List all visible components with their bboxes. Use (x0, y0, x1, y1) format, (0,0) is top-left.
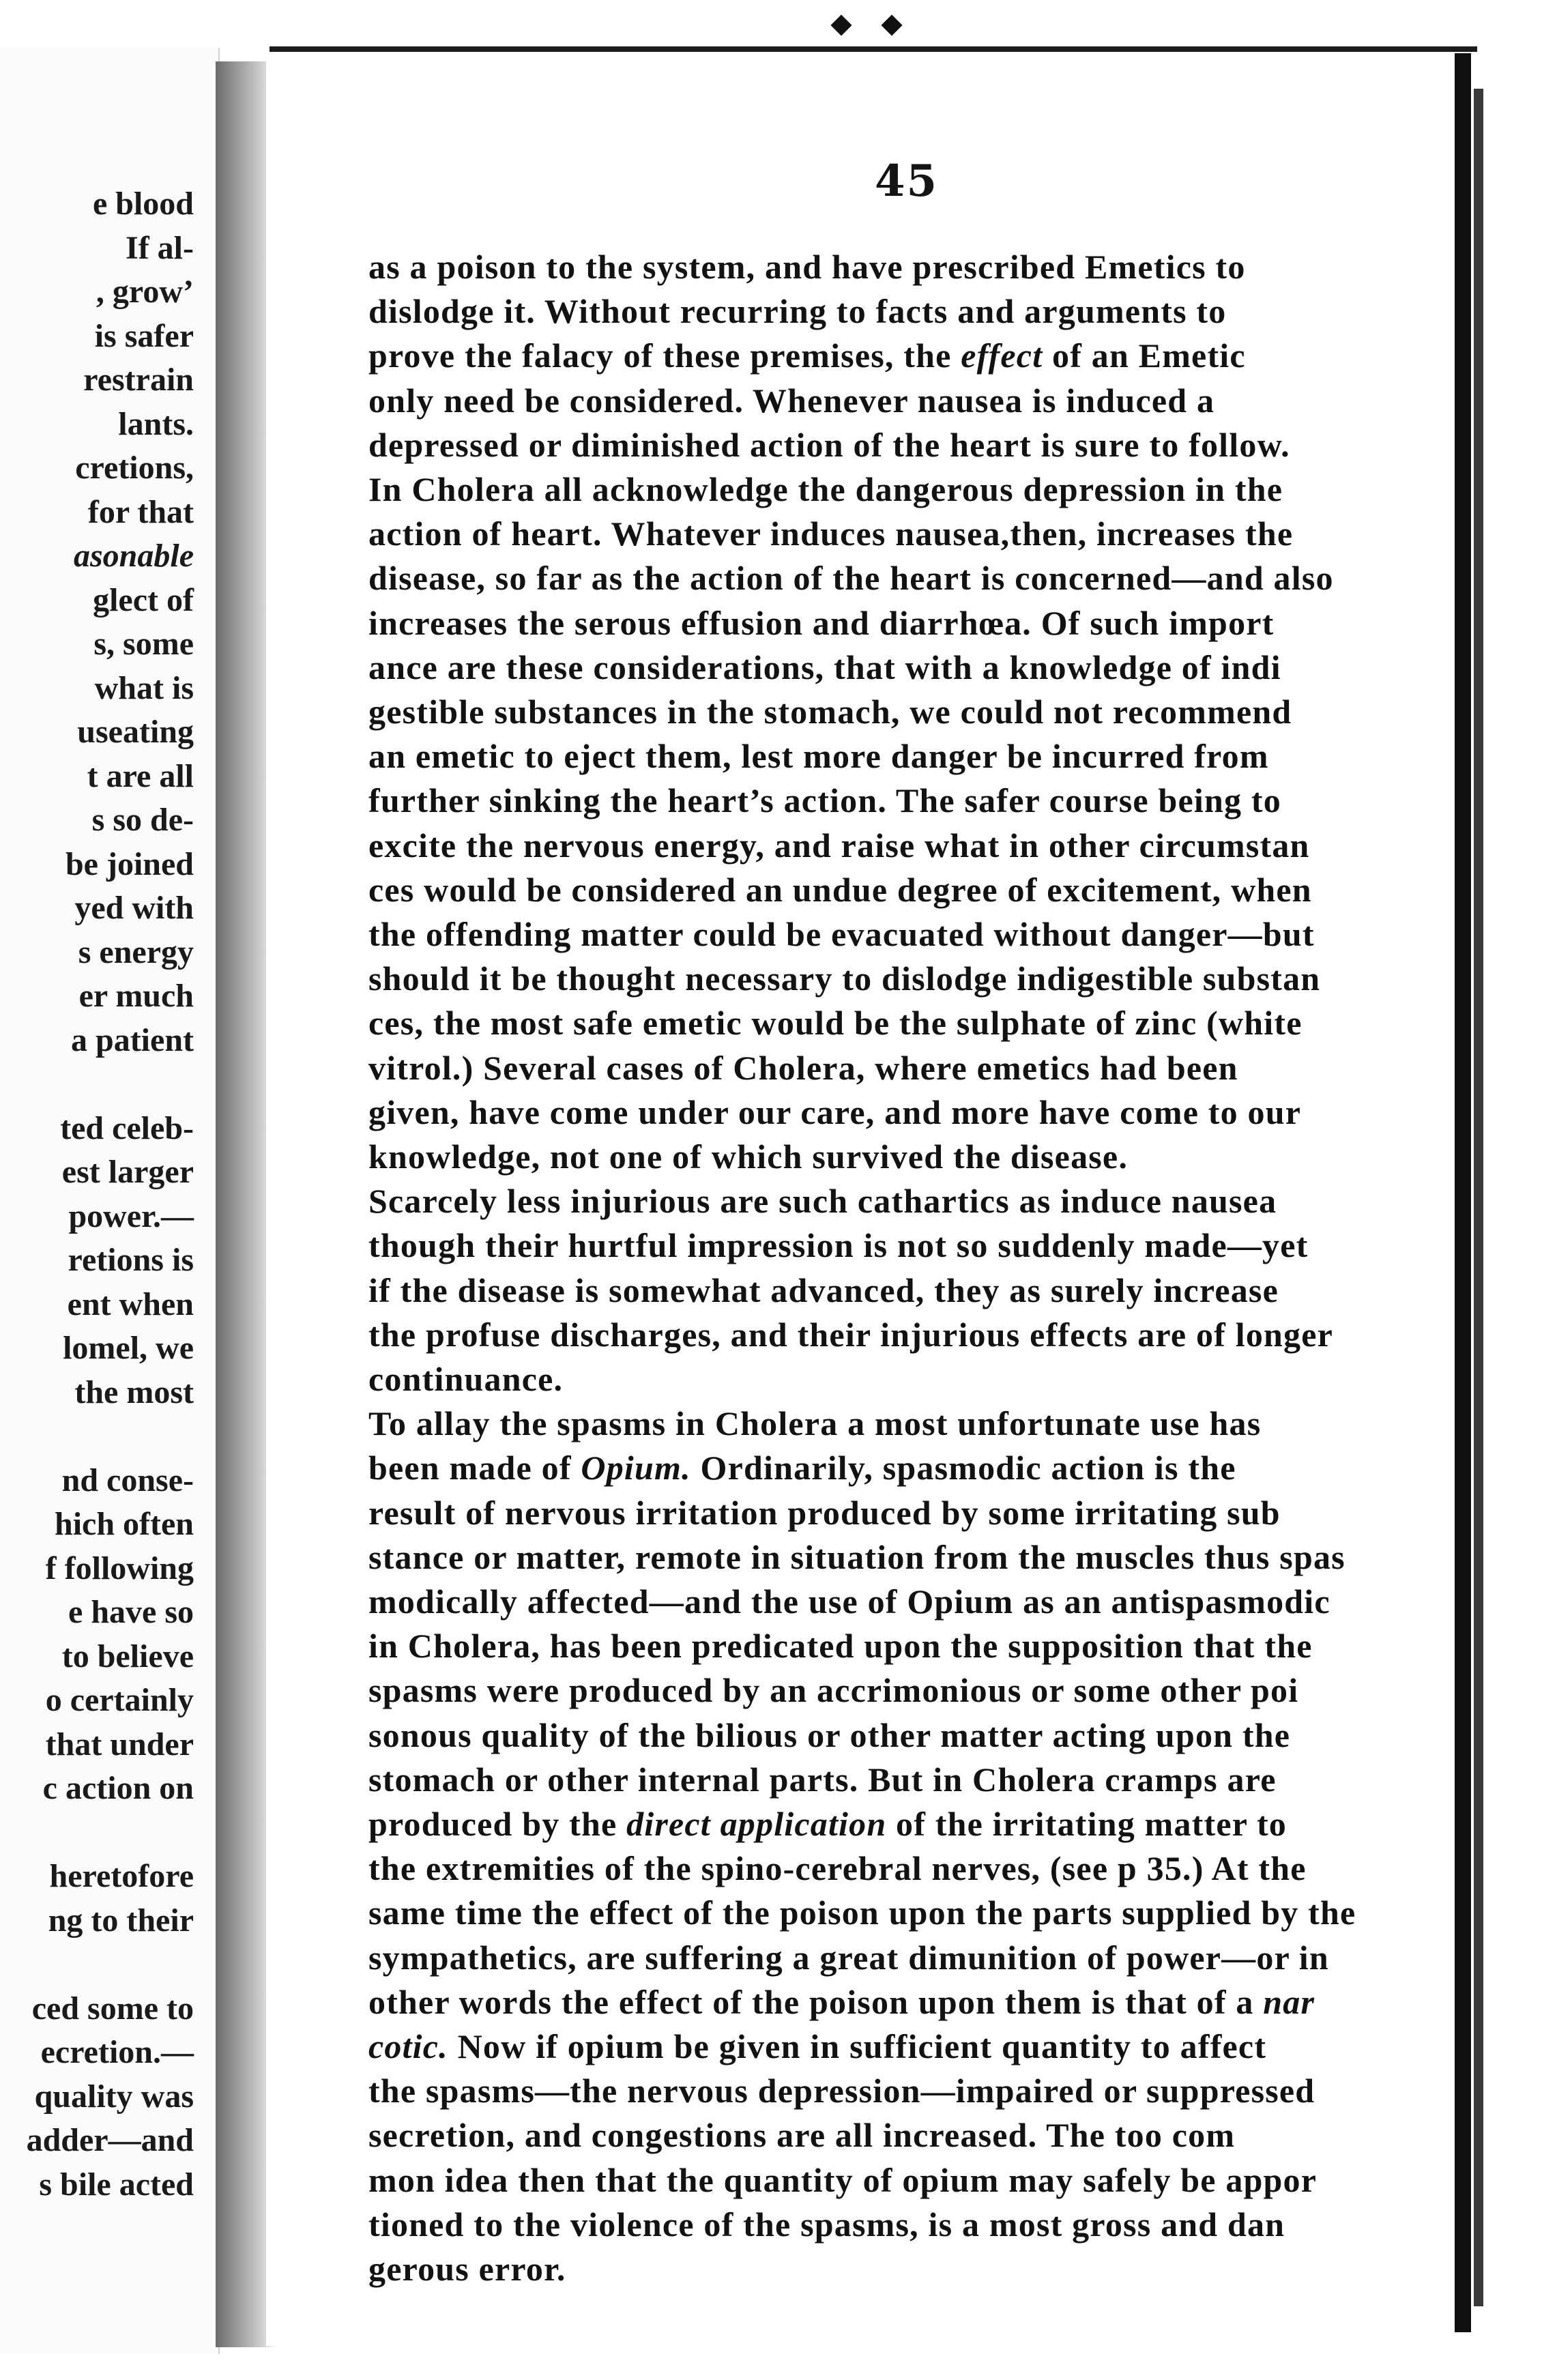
line-text: secretion, and congestions are all increased. The too com (368, 2116, 1236, 2155)
line-text: of an Emetic (1043, 336, 1246, 375)
line-text: sonous quality of the bilious or other matter acting upon the (368, 1715, 1291, 1754)
body-text-line (368, 1314, 1333, 1356)
facing-page-line: cretions, (75, 450, 194, 486)
body-text-line (368, 1002, 1303, 1044)
line-text: of the irritating matter to (886, 1805, 1288, 1843)
facing-page-line: the most (74, 1374, 194, 1410)
facing-page-line: nd conse- (61, 1462, 194, 1498)
line-text: if the disease is somewhat advanced, they as surely increase (368, 1271, 1279, 1309)
line-text: disease, so far as the action of the heart is concerned—and also (368, 559, 1334, 598)
facing-page-line: heretofore (49, 1858, 194, 1894)
line-text: as a poison to the system, and have prescribed Emetics to (368, 248, 1246, 286)
facing-page-line: a patient (71, 1021, 194, 1058)
facing-page-line: restrain (83, 362, 194, 398)
body-text-line (368, 1047, 1238, 1089)
facing-page-line: be joined (65, 845, 194, 882)
page-right-edge (1455, 53, 1471, 2332)
body-text-line (368, 1714, 1290, 1756)
body-text-line (368, 557, 1334, 599)
line-text: excite the nervous energy, and raise what in other circumstan (368, 826, 1310, 865)
body-text-line (368, 779, 1281, 822)
facing-page-line: quality was (34, 2078, 194, 2115)
line-text: only need be considered. Whenever nausea is induced a (368, 381, 1215, 420)
line-text: continuance. (368, 1360, 564, 1398)
line-text: sympathetics, are suffering a great dimunition of power—or in (368, 1938, 1329, 1977)
facing-page-line: what is (94, 669, 194, 706)
body-text-line (368, 512, 1293, 555)
line-text: knowledge, not one of which survived the disease. (368, 1137, 1129, 1176)
line-text: the offending matter could be evacuated without danger—but (368, 915, 1315, 953)
line-text: the profuse discharges, and their injurious effects are of longer (368, 1315, 1334, 1354)
facing-page-line: o certainly (45, 1682, 194, 1718)
line-text: ance are these considerations, that with a knowledge of indi (368, 648, 1281, 686)
line-text: prove the falacy of these premises, the (368, 336, 961, 375)
facing-page-line: ted celeb- (60, 1109, 194, 1146)
italic-phrase: Opium. (581, 1449, 691, 1488)
body-text-line (368, 1447, 1236, 1489)
body-text-line (368, 1758, 1277, 1801)
line-text: an emetic to eject them, lest more danger be incurred from (368, 737, 1269, 776)
facing-page-line: power.— (68, 1198, 194, 1234)
line-text: stance or matter, remote in situation from the muscles thus spas (368, 1537, 1345, 1576)
line-text: spasms were produced by an accrimonious or some other poi (368, 1671, 1299, 1710)
facing-page-line: to believe (61, 1638, 194, 1674)
facing-page-line: , grow’ (96, 274, 194, 310)
body-text-line (368, 602, 1275, 644)
line-text: Ordinarily, spasmodic action is the (690, 1449, 1236, 1488)
line-text: Scarcely less injurious are such cathartics as induce nausea (368, 1182, 1277, 1221)
facing-page-line: est larger (61, 1154, 194, 1190)
body-text-line (368, 1981, 1315, 2023)
page-right-edge-shadow (1474, 89, 1483, 2306)
line-text: ces, the most safe emetic would be the sulphate of zinc (white (368, 1004, 1303, 1043)
line-text: gerous error. (368, 2250, 566, 2288)
line-text: result of nervous irritation produced by some irritating sub (368, 1493, 1281, 1532)
line-text: increases the serous effusion and diarrhœa. Of such import (368, 603, 1275, 642)
line-text: other words the effect of the poison upon them is that of a (368, 1982, 1264, 2021)
facing-page-line: is safer (94, 317, 194, 354)
scan-corner-mark (881, 14, 902, 35)
facing-page-line: retions is (68, 1242, 194, 1278)
body-text-line (368, 290, 1226, 332)
line-text: tioned to the violence of the spasms, is a most gross and dan (368, 2205, 1285, 2244)
page-number: 45 (875, 156, 939, 207)
facing-page-line: asonable (73, 538, 194, 574)
facing-page-line: ced some to (31, 1990, 194, 2027)
facing-page-line: f following (45, 1550, 194, 1586)
line-text: depressed or diminished action of the heart is sure to follow. (368, 425, 1290, 464)
body-text-line (368, 1891, 1356, 1934)
body-text-line (368, 2070, 1315, 2112)
facing-page-line: lomel, we (63, 1330, 194, 1366)
facing-page-line: ecretion.— (40, 2034, 194, 2070)
facing-page-line: ng to their (48, 1902, 194, 1939)
line-text: To allay the spasms in Cholera a most unfortunate use has (368, 1404, 1262, 1443)
facing-page-line: t are all (87, 757, 194, 794)
line-text: been made of (368, 1449, 581, 1488)
body-text-line (368, 1803, 1287, 1845)
line-text: same time the effect of the poison upon the parts supplied by the (368, 1893, 1356, 1932)
line-text: the extremities of the spino-cerebral nerves, (see p 35.) At the (368, 1849, 1307, 1888)
facing-page-line: s energy (78, 933, 194, 970)
body-text-line (368, 1625, 1313, 1667)
facing-page-line: e have so (68, 1594, 194, 1630)
facing-page-line: ent when (67, 1286, 194, 1322)
body-text-line (368, 824, 1310, 867)
line-text: vitrol.) Several cases of Cholera, where emetics had been (368, 1048, 1238, 1087)
body-text-line (368, 334, 1246, 377)
body-text-line (368, 2203, 1285, 2246)
body-text-line (368, 1091, 1301, 1133)
facing-page-line: adder—and (26, 2122, 194, 2158)
italic-phrase: direct application (626, 1805, 887, 1843)
body-text-line (368, 1492, 1281, 1534)
line-text: should it be thought necessary to dislodge indigestible substan (368, 959, 1321, 998)
line-text: given, have come under our care, and more have come to our (368, 1092, 1302, 1131)
line-text: In Cholera all acknowledge the dangerous depression in the (368, 470, 1283, 508)
body-text-line (368, 1224, 1309, 1266)
body-text-line (368, 1669, 1298, 1711)
facing-page-line: hich often (55, 1506, 194, 1542)
body-text-line (368, 379, 1214, 422)
body-text-line (368, 468, 1283, 510)
line-text: though their hurtful impression is not so suddenly made—yet (368, 1226, 1309, 1265)
body-text-line (368, 1936, 1329, 1979)
facing-page-line: s bile acted (39, 2166, 194, 2203)
facing-page-line: er much (78, 978, 194, 1014)
body-text-line (368, 1847, 1307, 1889)
line-text: gestible substances in the stomach, we could not recommend (368, 693, 1292, 731)
facing-page-line: lants. (118, 405, 194, 442)
facing-page-line: that under (45, 1726, 194, 1762)
line-text: ces would be considered an undue degree of excitement, when (368, 870, 1312, 909)
body-text-line (368, 2248, 566, 2290)
body-text-line (368, 1536, 1345, 1578)
body-text-line (368, 869, 1312, 911)
line-text: action of heart. Whatever induces nausea,then, increases the (368, 514, 1294, 553)
line-text: modically affected—and the use of Opium as an antispasmodic (368, 1582, 1330, 1621)
facing-page-line: glect of (93, 581, 194, 618)
page-top-edge (270, 46, 1477, 52)
body-text-line (368, 913, 1315, 955)
body-text-line (368, 424, 1290, 466)
line-text: further sinking the heart’s action. The safer course being to (368, 781, 1281, 820)
body-text-line (368, 1269, 1279, 1311)
facing-page (0, 48, 220, 2354)
line-text: stomach or other internal parts. But in Cholera cramps are (368, 1760, 1277, 1799)
line-text: in Cholera, has been predicated upon the supposition that the (368, 1627, 1313, 1666)
body-text-line (368, 1180, 1277, 1222)
facing-page-line: c action on (42, 1770, 194, 1806)
line-text: the spasms—the nervous depression—impaired or suppressed (368, 2072, 1315, 2110)
line-text: dislodge it. Without recurring to facts and arguments to (368, 292, 1227, 331)
facing-page-line: yed with (74, 890, 194, 926)
body-text-line (368, 246, 1246, 288)
facing-page-line: If al- (126, 229, 194, 266)
italic-phrase: nar (1263, 1982, 1315, 2021)
body-text-line (368, 1135, 1128, 1178)
body-text-line (368, 2025, 1266, 2067)
body-text-line (368, 646, 1281, 688)
body-text-line (368, 691, 1292, 733)
scan-corner-mark (830, 14, 852, 35)
body-text-line (368, 2114, 1235, 2156)
facing-page-line: for that (87, 493, 194, 530)
body-text-line (368, 1580, 1330, 1623)
line-text: produced by the (368, 1805, 627, 1843)
line-text: Now if opium be given in sufficient quantity to affect (448, 2027, 1267, 2065)
facing-page-line: s, some (93, 626, 194, 662)
body-text-line (368, 735, 1269, 777)
line-text: mon idea then that the quantity of opium may safely be appor (368, 2160, 1318, 2199)
facing-page-line: s so de- (91, 802, 194, 838)
facing-page-line: useating (77, 714, 194, 750)
body-text-line (368, 1402, 1261, 1445)
body-text-line (368, 2159, 1317, 2201)
body-text-line (368, 957, 1320, 1000)
body-text-line (368, 1358, 563, 1400)
italic-phrase: effect (961, 336, 1043, 375)
facing-page-line: e blood (92, 186, 194, 222)
italic-phrase: cotic. (368, 2027, 448, 2065)
